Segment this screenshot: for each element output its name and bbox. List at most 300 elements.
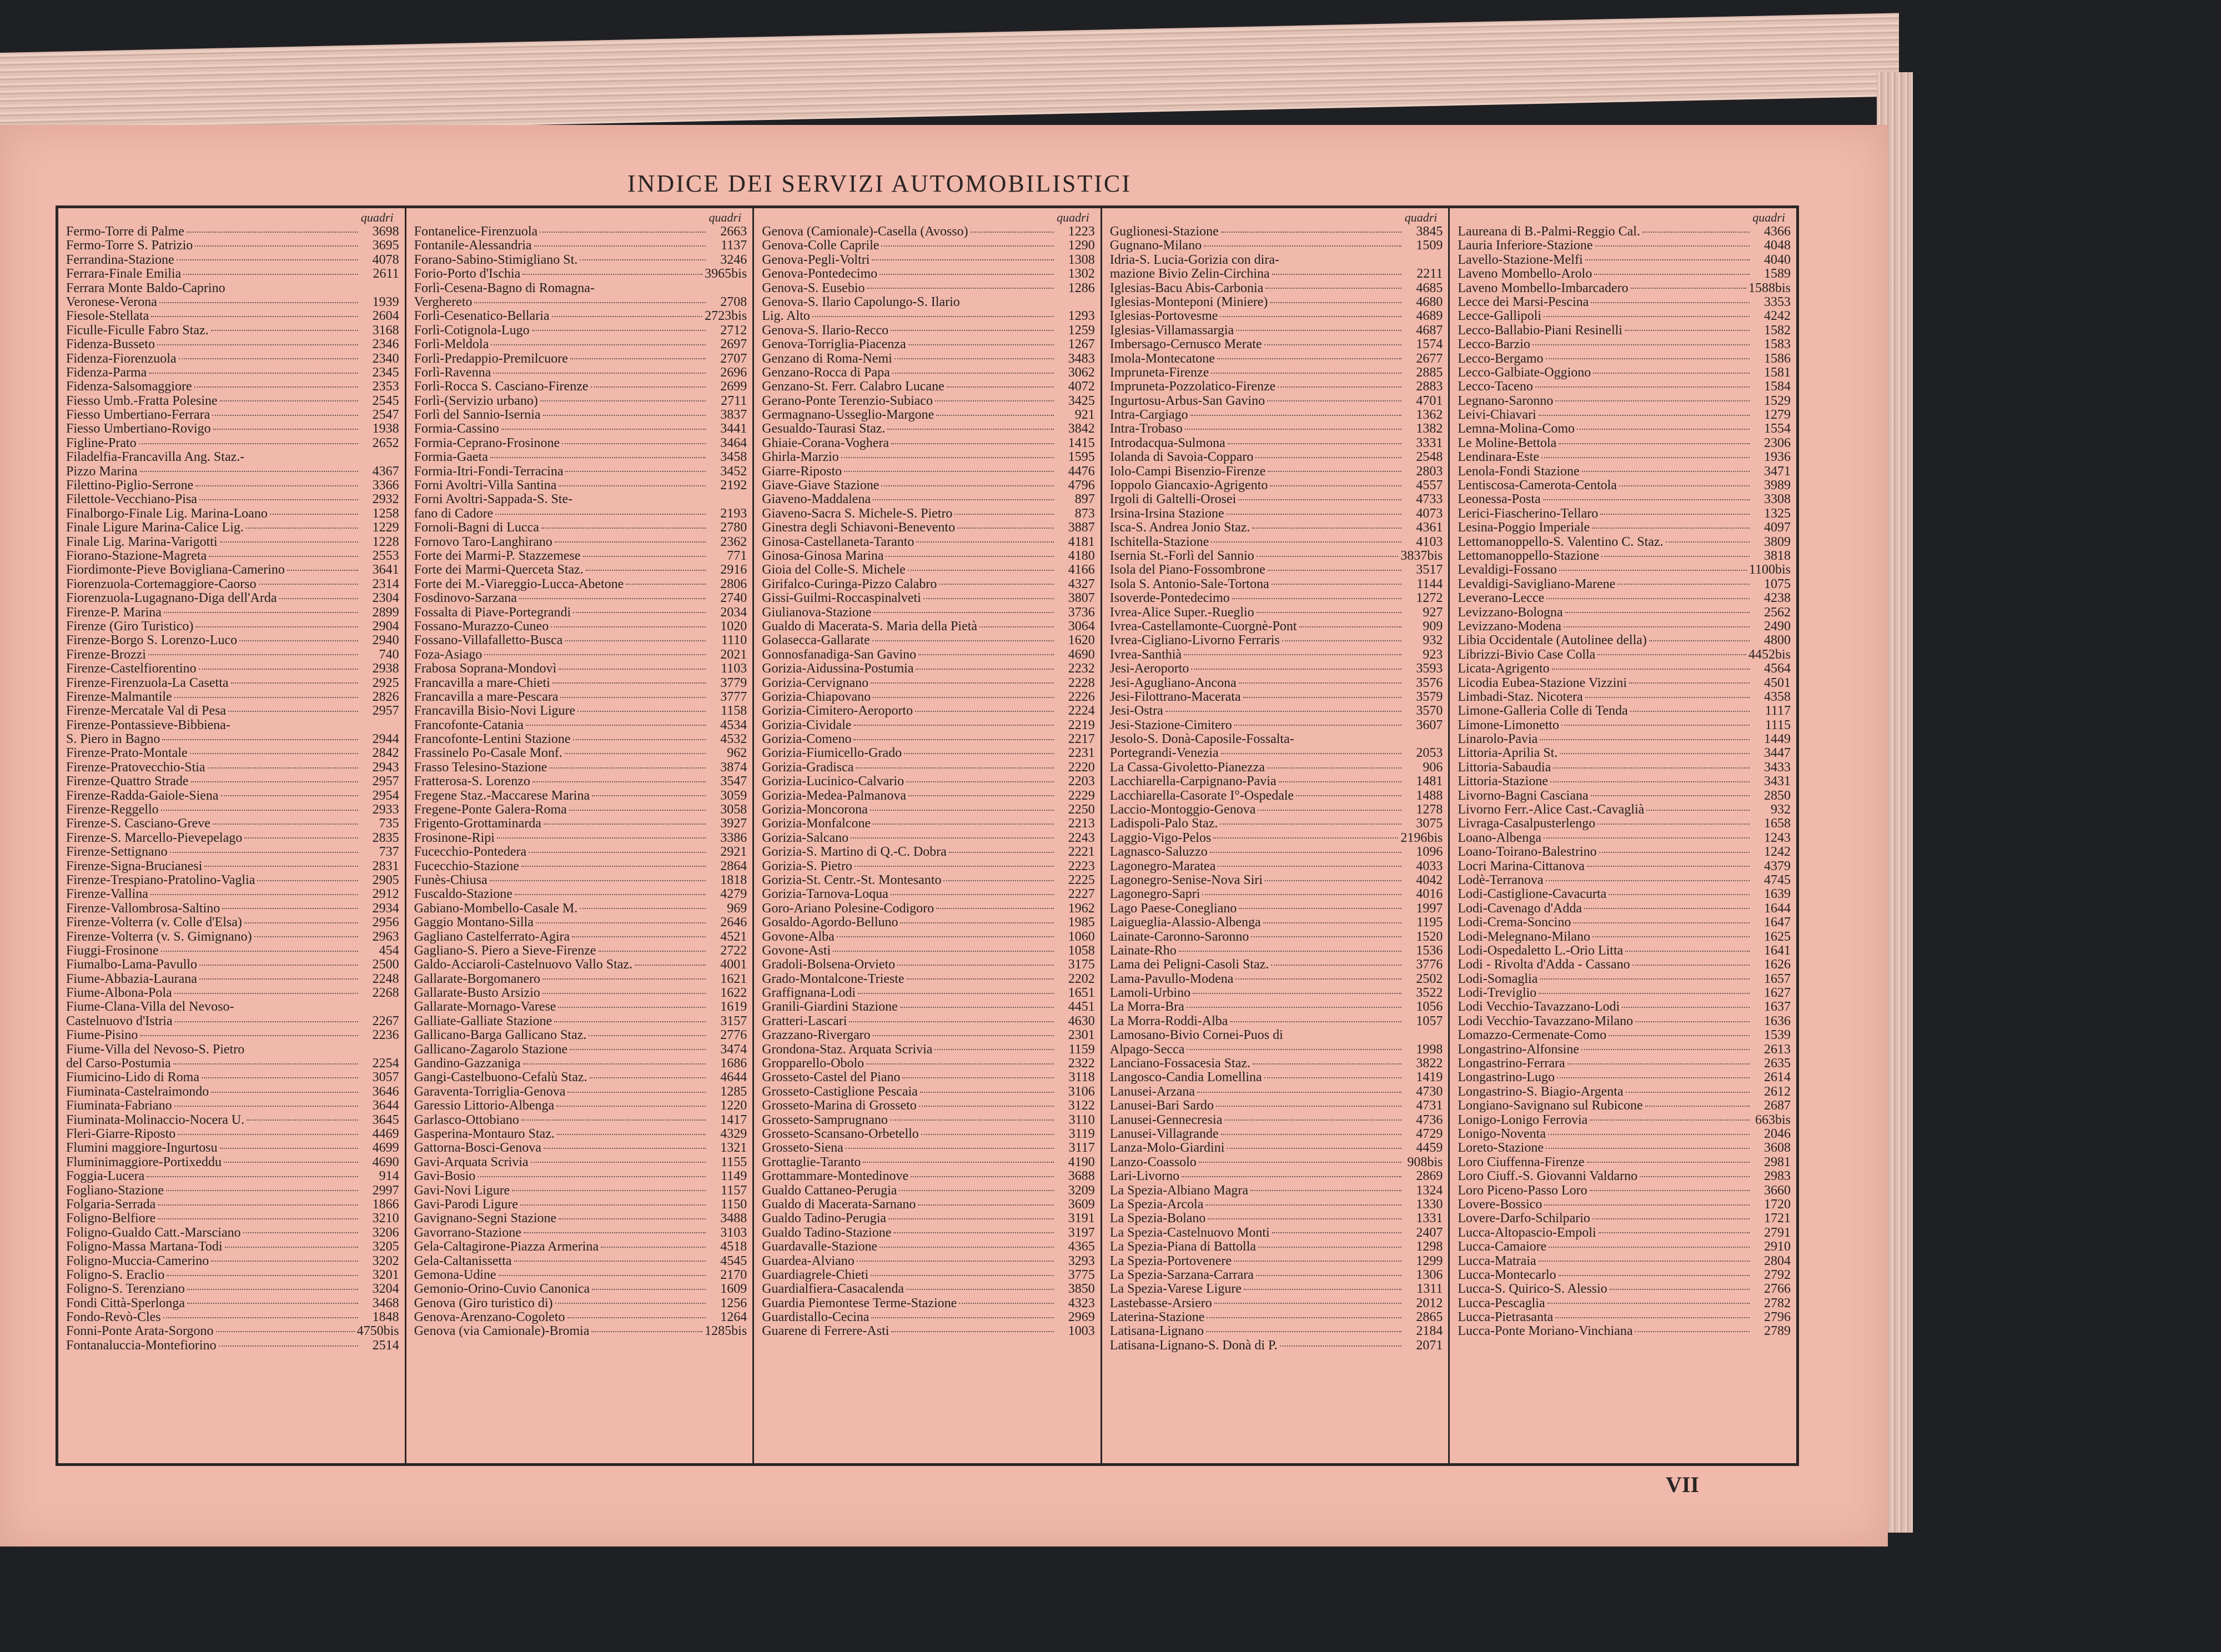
index-entry xyxy=(1458,239,1791,253)
entry-route: Girifalco-Curinga-Pizzo Calabro xyxy=(762,577,937,591)
leader-dots xyxy=(858,993,1054,994)
entry-route: Forlì-Cesena-Bagno di Romagna- xyxy=(414,281,595,295)
entry-table-number: 4521 xyxy=(720,930,747,944)
entry-route: Fiumicino-Lido di Roma xyxy=(66,1071,199,1085)
index-entry xyxy=(66,521,399,535)
entry-route: Firenze-S. Marcello-Pievepelago xyxy=(66,831,243,845)
index-entry xyxy=(1110,535,1443,549)
entry-table-number: 1449 xyxy=(1763,732,1791,747)
leader-dots xyxy=(1585,259,1750,260)
leader-dots xyxy=(592,795,706,796)
entry-table-number: 2910 xyxy=(1763,1240,1791,1254)
entry-table-number: 1110 xyxy=(721,634,747,648)
entry-table-number: 2635 xyxy=(1763,1057,1791,1071)
leader-dots xyxy=(202,1077,358,1078)
leader-dots xyxy=(1221,753,1402,754)
index-entry xyxy=(1458,1099,1791,1113)
leader-dots xyxy=(1592,1218,1750,1219)
leader-dots xyxy=(880,1247,1054,1248)
leader-dots xyxy=(957,528,1054,529)
entry-route: Intra-Cargiago xyxy=(1109,408,1188,423)
leader-dots xyxy=(1270,485,1401,486)
entry-table-number: 1584 xyxy=(1763,380,1791,394)
index-entry xyxy=(66,662,399,676)
leader-dots xyxy=(1187,1007,1402,1008)
entry-table-number: 2500 xyxy=(372,958,399,972)
leader-dots xyxy=(895,358,1054,359)
leader-dots xyxy=(532,781,706,782)
index-table xyxy=(56,205,1799,1466)
entry-route: Fiume-Villa del Nevoso-S. Pietro xyxy=(66,1042,245,1057)
leader-dots xyxy=(187,1303,358,1304)
entry-table-number: 4459 xyxy=(1416,1141,1443,1156)
entry-route: La Spezia-Sarzana-Carrara xyxy=(1109,1268,1254,1282)
leader-dots xyxy=(586,570,706,571)
entry-route: Gagliano Castelferrato-Agira xyxy=(414,930,570,944)
leader-dots xyxy=(174,993,358,994)
index-entry xyxy=(1110,648,1443,662)
leader-dots xyxy=(570,1049,706,1050)
entry-route: Verghereto xyxy=(414,295,473,309)
entry-table-number: 1962 xyxy=(1068,901,1095,916)
entry-table-number: 1096 xyxy=(1416,845,1443,860)
entry-table-number: 4750bis xyxy=(356,1324,399,1339)
entry-route: Ginosa-Castellaneta-Taranto xyxy=(762,535,914,549)
entry-route: Lucca-Altopascio-Empoli xyxy=(1458,1226,1596,1240)
entry-table-number: 4073 xyxy=(1416,506,1443,521)
leader-dots xyxy=(867,288,1053,289)
leader-dots xyxy=(1544,316,1750,317)
leader-dots xyxy=(572,936,706,937)
leader-dots xyxy=(1296,795,1401,796)
entry-route: Genova-Pontedecimo xyxy=(762,267,878,282)
entry-table-number: 4564 xyxy=(1763,662,1791,676)
index-entry xyxy=(66,507,399,521)
leader-dots xyxy=(936,415,1053,416)
entry-route: Veronese-Verona xyxy=(66,295,157,309)
entry-table-number: 3608 xyxy=(1763,1141,1791,1156)
leader-dots xyxy=(512,1190,706,1191)
leader-dots xyxy=(519,598,706,599)
leader-dots xyxy=(239,640,358,641)
leader-dots xyxy=(555,541,706,543)
leader-dots xyxy=(1268,570,1402,571)
entry-table-number: 1223 xyxy=(1068,225,1095,239)
entry-table-number: 2803 xyxy=(1416,464,1443,479)
entry-table-number: 3777 xyxy=(720,690,747,704)
index-entry xyxy=(762,902,1095,916)
leader-dots xyxy=(174,1106,358,1107)
leader-dots xyxy=(863,1162,1053,1163)
entry-table-number: 1848 xyxy=(372,1310,399,1325)
index-entry xyxy=(66,1043,399,1057)
index-entry xyxy=(414,817,747,831)
leader-dots xyxy=(1549,1247,1750,1248)
index-entry xyxy=(66,436,399,450)
leader-dots xyxy=(904,753,1054,754)
entry-route: Fiume-Clana-Villa del Nevoso- xyxy=(66,1000,234,1015)
entry-route: Francavilla Bisio-Novi Ligure xyxy=(414,704,576,719)
leader-dots xyxy=(1632,965,1750,966)
leader-dots xyxy=(1561,725,1750,726)
leader-dots xyxy=(873,1035,1054,1036)
index-entry xyxy=(1110,1043,1443,1057)
entry-table-number: 1056 xyxy=(1416,1000,1443,1015)
index-entry xyxy=(762,1141,1095,1155)
leader-dots xyxy=(1265,288,1401,289)
leader-dots xyxy=(635,965,706,966)
leader-dots xyxy=(908,795,1054,796)
entry-route: Grosseto-Samprugnano xyxy=(762,1113,888,1127)
entry-table-number: 1720 xyxy=(1763,1197,1791,1212)
entry-table-number: 2957 xyxy=(372,704,399,719)
entry-table-number: 1020 xyxy=(720,619,747,634)
entry-route: Garaventa-Torriglia-Genova xyxy=(414,1084,566,1099)
entry-table-number: 1321 xyxy=(720,1141,747,1156)
leader-dots xyxy=(474,302,706,303)
entry-table-number: 1622 xyxy=(720,986,747,1001)
index-entry xyxy=(1110,1226,1443,1240)
index-entry xyxy=(1458,1127,1791,1141)
entry-route: Linarolo-Pavia xyxy=(1458,732,1538,747)
entry-table-number: 932 xyxy=(1770,803,1791,817)
entry-table-number: 909 xyxy=(1423,619,1443,634)
index-entry xyxy=(414,591,747,605)
entry-route: mazione Bivio Zelin-Circhina xyxy=(1109,267,1270,282)
leader-dots xyxy=(906,781,1054,782)
index-entry xyxy=(66,465,399,479)
entry-table-number: 1060 xyxy=(1068,930,1095,944)
index-entry xyxy=(1110,521,1443,535)
entry-table-number: 1818 xyxy=(720,873,747,887)
entry-route: Gela-Caltagirone-Piazza Armerina xyxy=(414,1240,599,1254)
entry-route: Gallarate-Busto Arsizio xyxy=(414,986,540,1001)
entry-table-number: 962 xyxy=(727,746,747,761)
index-entry xyxy=(1110,1297,1443,1310)
index-entry xyxy=(66,930,399,944)
entry-table-number: 2229 xyxy=(1068,789,1095,803)
entry-route: Giaveno-Sacra S. Michele-S. Pietro xyxy=(762,506,953,521)
index-entry xyxy=(762,507,1095,521)
entry-route: Fiume-Abbazia-Laurana xyxy=(66,972,197,986)
entry-table-number: 2221 xyxy=(1068,845,1095,860)
index-entry xyxy=(1458,1184,1791,1198)
leader-dots xyxy=(573,612,706,613)
leader-dots xyxy=(1559,443,1750,444)
entry-table-number: 1554 xyxy=(1763,422,1791,436)
entry-table-number: 2268 xyxy=(372,986,399,1001)
entry-table-number: 2236 xyxy=(372,1028,399,1043)
entry-table-number: 1324 xyxy=(1416,1183,1443,1198)
entry-table-number: 2940 xyxy=(372,634,399,648)
entry-table-number: 4699 xyxy=(372,1141,399,1156)
entry-route: Genzano-Rocca di Papa xyxy=(762,365,890,380)
index-entry xyxy=(762,958,1095,972)
entry-table-number: 1243 xyxy=(1763,831,1791,845)
index-entry xyxy=(414,1324,747,1338)
entry-route: Genova-Torriglia-Piacenza xyxy=(762,338,906,352)
index-entry xyxy=(66,1000,399,1014)
entry-route: Fidenza-Busseto xyxy=(66,338,155,352)
leader-dots xyxy=(140,471,358,472)
index-entry xyxy=(414,845,747,859)
index-entry xyxy=(414,789,747,803)
entry-table-number: 2254 xyxy=(372,1057,399,1071)
leader-dots xyxy=(1282,640,1402,641)
entry-route: Gualdo di Macerata-S. Maria della Pietà xyxy=(762,619,978,634)
entry-table-number: 2677 xyxy=(1416,352,1443,366)
entry-route: Gasperina-Montauro Staz. xyxy=(414,1127,555,1141)
index-entry xyxy=(66,450,399,464)
leader-dots xyxy=(911,1176,1054,1177)
index-entry xyxy=(1110,493,1443,506)
entry-route: Forte dei M.-Viareggio-Lucca-Abetone xyxy=(414,577,624,591)
index-entry xyxy=(414,1226,747,1240)
index-entry xyxy=(66,620,399,634)
entry-route: La Cassa-Givoletto-Pianezza xyxy=(1109,760,1265,775)
entry-route: Genzano di Roma-Nemi xyxy=(762,352,892,366)
index-entry xyxy=(66,563,399,577)
leader-dots xyxy=(1210,852,1402,853)
entry-table-number: 2850 xyxy=(1763,789,1791,803)
entry-route: Filadelfia-Francavilla Ang. Staz.- xyxy=(66,450,245,465)
leader-dots xyxy=(892,373,1054,374)
entry-route: Lentiscosa-Camerota-Centola xyxy=(1458,479,1617,493)
entry-route: La Spezia-Portovenere xyxy=(1109,1254,1232,1268)
entry-route: Gonnosfanadiga-San Gavino xyxy=(762,647,917,662)
entry-table-number: 4361 xyxy=(1416,521,1443,535)
entry-route: Guardialfiera-Casacalenda xyxy=(762,1282,905,1297)
entry-route: Isola S. Antonio-Sale-Tortona xyxy=(1109,577,1269,591)
entry-route: S. Piero in Bagno xyxy=(66,732,160,747)
index-entry xyxy=(762,1184,1095,1198)
entry-route: Garessio Littorio-Albenga xyxy=(414,1099,555,1113)
entry-table-number: 4072 xyxy=(1068,380,1095,394)
leader-dots xyxy=(220,541,358,543)
leader-dots xyxy=(1238,499,1401,500)
index-entry xyxy=(414,479,747,493)
leader-dots xyxy=(1635,1331,1749,1332)
leader-dots xyxy=(1267,767,1401,769)
entry-route: Licata-Agrigento xyxy=(1458,662,1550,676)
entry-route: Gavi-Bosio xyxy=(414,1169,476,1184)
entry-table-number: 2782 xyxy=(1763,1296,1791,1310)
entry-route: Gissi-Guilmi-Roccaspinalveti xyxy=(762,591,921,606)
entry-route: Legnano-Saronno xyxy=(1458,394,1554,408)
entry-table-number: 2780 xyxy=(720,521,747,535)
leader-dots xyxy=(923,598,1054,599)
leader-dots xyxy=(1544,837,1750,838)
index-entry xyxy=(66,352,399,366)
entry-route: Lagonegro-Senise-Nova Siri xyxy=(1109,873,1263,887)
entry-table-number: 2842 xyxy=(372,746,399,761)
entry-route: Ferrara-Finale Emilia xyxy=(66,267,182,282)
entry-table-number: 1619 xyxy=(720,1000,747,1015)
leader-dots xyxy=(158,1204,358,1206)
entry-table-number: 2925 xyxy=(372,676,399,690)
leader-dots xyxy=(1555,1317,1750,1318)
index-entry xyxy=(66,1339,399,1353)
entry-table-number: 1621 xyxy=(720,972,747,986)
entry-route: La Spezia-Castelnuovo Monti xyxy=(1109,1226,1270,1240)
leader-dots xyxy=(1193,993,1401,994)
leader-dots xyxy=(543,415,706,416)
leader-dots xyxy=(1646,810,1750,811)
index-entry xyxy=(414,930,747,944)
entry-table-number: 1293 xyxy=(1068,309,1095,324)
entry-table-number: 2956 xyxy=(372,916,399,930)
index-entry xyxy=(414,732,747,746)
index-entry xyxy=(414,676,747,690)
index-entry xyxy=(1110,958,1443,972)
index-entry xyxy=(66,309,399,323)
entry-route: Longiano-Savignano sul Rubicone xyxy=(1458,1099,1643,1113)
entry-table-number: 2548 xyxy=(1416,450,1443,465)
entry-route: Giave-Giave Stazione xyxy=(762,479,880,493)
leader-dots xyxy=(1541,457,1750,458)
entry-route: Graffignana-Lodi xyxy=(762,986,856,1001)
entry-route: Frosinone-Ripi xyxy=(414,831,495,845)
index-entry xyxy=(1458,845,1791,859)
index-entry xyxy=(762,789,1095,803)
entry-table-number: 4800 xyxy=(1763,634,1791,648)
entry-table-number: 4181 xyxy=(1068,535,1095,549)
entry-table-number: 2228 xyxy=(1068,676,1095,690)
entry-route: Lanusei-Bari Sardo xyxy=(1109,1099,1214,1113)
leader-dots xyxy=(908,344,1054,345)
entry-route: Firenze-Brozzi xyxy=(66,647,146,662)
index-entry xyxy=(762,578,1095,591)
entry-route: Gorizia-Cervignano xyxy=(762,676,869,690)
leader-dots xyxy=(1251,936,1401,937)
leader-dots xyxy=(532,330,706,331)
index-entry xyxy=(414,860,747,873)
leader-dots xyxy=(580,908,706,909)
entry-table-number: 2243 xyxy=(1068,831,1095,845)
entry-route: Guardistallo-Cecina xyxy=(762,1310,870,1325)
leader-dots xyxy=(163,1317,358,1318)
entry-route: Lanciano-Fossacesia Staz. xyxy=(1109,1057,1251,1071)
entry-route: Fucecchio-Pontedera xyxy=(414,845,527,860)
entry-route: Lagonegro-Sapri xyxy=(1109,887,1200,902)
index-entry xyxy=(414,380,747,394)
leader-dots xyxy=(907,978,1054,980)
index-entry xyxy=(1110,1169,1443,1183)
index-entry xyxy=(762,944,1095,958)
entry-table-number: 3205 xyxy=(372,1240,399,1254)
index-entry xyxy=(66,239,399,253)
entry-table-number: 1075 xyxy=(1763,577,1791,591)
index-entry xyxy=(762,606,1095,620)
leader-dots xyxy=(211,1092,358,1093)
entry-route: Gorizia-Lucinico-Calvario xyxy=(762,775,905,789)
entry-table-number: 2804 xyxy=(1763,1254,1791,1268)
page-title: INDICE DEI SERVIZI AUTOMOBILISTICI xyxy=(627,170,1132,197)
entry-route: Forio-Porto d'Ischia xyxy=(414,267,521,282)
index-entry xyxy=(66,916,399,930)
entry-route: Libia Occidentale (Autolinee della) xyxy=(1458,634,1647,648)
index-entry xyxy=(762,1268,1095,1282)
entry-route: La Spezia-Arcola xyxy=(1109,1197,1204,1212)
entry-route: Lari-Livorno xyxy=(1109,1169,1180,1184)
entry-table-number: 2322 xyxy=(1068,1057,1095,1071)
leader-dots xyxy=(166,1190,358,1191)
index-entry xyxy=(1458,338,1791,352)
index-entry xyxy=(1458,253,1791,267)
index-entry xyxy=(762,1297,1095,1310)
index-entry xyxy=(66,493,399,506)
index-entry xyxy=(414,916,747,930)
leader-dots xyxy=(212,415,358,416)
entry-table-number: 3117 xyxy=(1068,1141,1095,1156)
index-entry xyxy=(762,1156,1095,1169)
leader-dots xyxy=(887,429,1053,430)
index-entry xyxy=(66,1198,399,1212)
entry-table-number: 2224 xyxy=(1068,704,1095,719)
leader-dots xyxy=(841,457,1054,458)
entry-route: Firenze-Reggello xyxy=(66,803,159,817)
leader-dots xyxy=(1594,274,1750,275)
index-entry xyxy=(1110,479,1443,493)
entry-route: Grosseto-Marina di Grosseto xyxy=(762,1099,917,1113)
entry-route: Golasecca-Gallarate xyxy=(762,634,870,648)
entry-table-number: 1158 xyxy=(721,704,747,719)
index-entry xyxy=(414,972,747,986)
entry-route: Lonigo-Lonigo Ferrovia xyxy=(1458,1113,1588,1127)
entry-table-number: 4327 xyxy=(1068,577,1095,591)
entry-route: Lacchiarella-Casorate I°-Ospedale xyxy=(1109,789,1294,803)
leader-dots xyxy=(1564,626,1750,627)
leader-dots xyxy=(1182,1176,1401,1177)
entry-table-number: 3570 xyxy=(1416,704,1443,719)
leader-dots xyxy=(890,1119,1054,1121)
index-entry xyxy=(66,549,399,563)
entry-route: Leverano-Lecce xyxy=(1458,591,1545,606)
entry-table-number: 4097 xyxy=(1763,521,1791,535)
entry-route: Grottammare-Montedinove xyxy=(762,1169,909,1184)
entry-table-number: 2912 xyxy=(372,887,399,902)
index-entry xyxy=(1458,1212,1791,1226)
entry-table-number: 1058 xyxy=(1068,943,1095,958)
entry-table-number: 4238 xyxy=(1763,591,1791,606)
index-entry xyxy=(66,732,399,746)
entry-route: Gavorrano-Stazione xyxy=(414,1226,521,1240)
leader-dots xyxy=(157,344,358,345)
index-entry xyxy=(1458,366,1791,380)
index-entry xyxy=(1458,1043,1791,1057)
leader-dots xyxy=(552,682,706,684)
index-entry xyxy=(414,422,747,436)
entry-table-number: 2304 xyxy=(372,591,399,606)
index-entry xyxy=(762,267,1095,281)
entry-route: Fornoli-Bagni di Lucca xyxy=(414,521,539,535)
entry-table-number: 1302 xyxy=(1068,267,1095,282)
leader-dots xyxy=(921,1134,1054,1135)
entry-route: Lecco-Taceno xyxy=(1458,380,1533,394)
entry-route: Flumini maggiore-Ingurtosu xyxy=(66,1141,218,1156)
index-entry xyxy=(66,831,399,845)
leader-dots xyxy=(893,1232,1053,1233)
leader-dots xyxy=(1191,669,1401,670)
entry-route: Gugnano-Milano xyxy=(1109,239,1202,253)
entry-table-number: 2562 xyxy=(1763,605,1791,620)
index-entry xyxy=(66,1282,399,1296)
entry-route: Lomazzo-Cermenate-Como xyxy=(1458,1028,1607,1043)
entry-table-number: 4358 xyxy=(1763,690,1791,704)
entry-table-number: 1228 xyxy=(372,535,399,549)
leader-dots xyxy=(1206,1331,1401,1332)
entry-route: Idria-S. Lucia-Gorizia con dira- xyxy=(1109,253,1279,267)
